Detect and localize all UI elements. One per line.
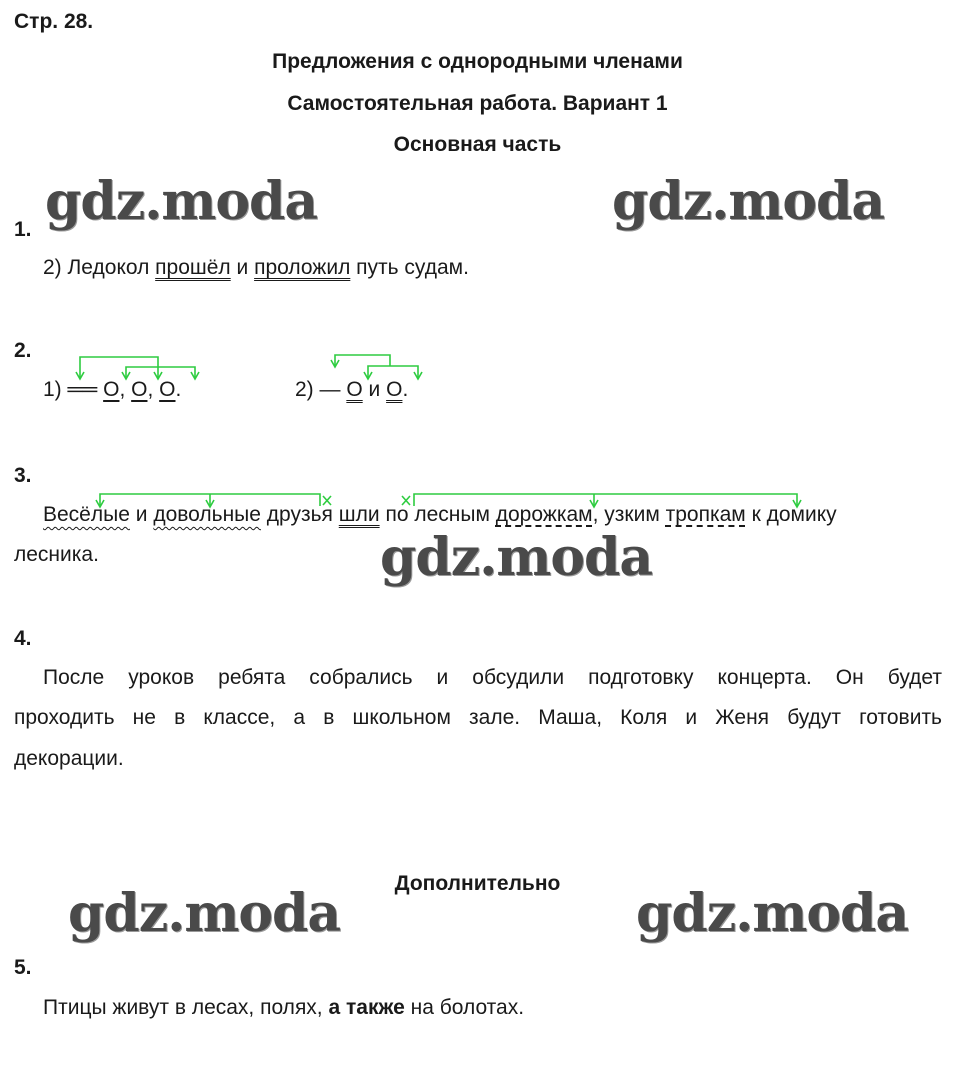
scheme-o: О: [346, 378, 363, 401]
task-4-line-2: проходить не в классе, а в школьном зале. Маша, Коля и Женя будут готовить: [14, 706, 942, 729]
scheme-o: О: [103, 378, 120, 401]
watermark: gdz.moda: [45, 171, 318, 232]
predicate-word: шли: [338, 503, 380, 526]
bold-conjunction: а также: [328, 996, 405, 1019]
task-2-scheme-1: 1) ══ О, О, О.: [43, 378, 182, 401]
work-title: Самостоятельная работа. Вариант 1: [287, 92, 668, 115]
predicate-word: прошёл: [155, 256, 231, 279]
task-2-scheme-2: 2) — О и О.: [295, 378, 409, 401]
task-4-line-3: декорации.: [14, 747, 124, 770]
watermark: gdz.moda: [380, 527, 653, 588]
task-2-number: 2.: [14, 339, 32, 362]
homogeneous-attribute: довольные: [153, 503, 261, 526]
task-3-number: 3.: [14, 464, 32, 487]
double-dash: ══: [67, 378, 98, 401]
homogeneous-attribute: Весёлые: [43, 503, 130, 526]
homogeneous-adverbial: тропкам: [665, 503, 746, 526]
task-5-sentence: Птицы живут в лесах, полях, а также на болотах.: [43, 996, 525, 1019]
topic-title: Предложения с однородными членами: [272, 50, 683, 73]
page-header: Стр. 28.: [14, 10, 94, 33]
task-1-number: 1.: [14, 218, 32, 241]
task-1-sentence: 2) Ледокол прошёл и проложил путь судам.: [43, 256, 469, 279]
scheme-o: О: [131, 378, 148, 401]
task-3-line-1: Весёлые и довольные друзья шли по лесным дорожкам, узким тропкам к домику: [43, 503, 837, 526]
homogeneous-adverbial: дорожкам: [495, 503, 593, 526]
task-3-line-2: лесника.: [14, 543, 99, 566]
part-title: Основная часть: [393, 133, 562, 156]
watermark: gdz.moda: [636, 883, 909, 944]
watermark: gdz.moda: [612, 171, 885, 232]
scheme-o: О: [159, 378, 176, 401]
task-5-number: 5.: [14, 956, 32, 979]
extra-title: Дополнительно: [394, 872, 561, 895]
scheme-o: О: [386, 378, 403, 401]
watermark: gdz.moda: [68, 883, 341, 944]
task-4-number: 4.: [14, 627, 32, 650]
predicate-word: проложил: [254, 256, 351, 279]
task-4-line-1: После уроков ребята собрались и обсудили подготовку концерта. Он будет: [43, 666, 942, 689]
